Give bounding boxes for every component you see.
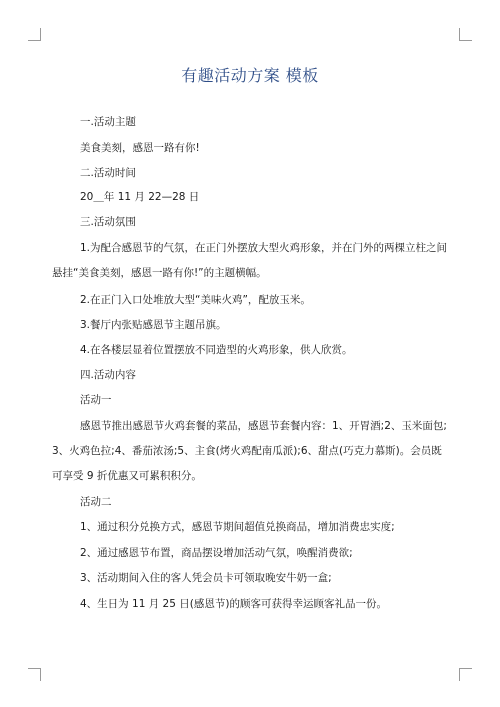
activity-one-line-1: 感恩节推出感恩节火鸡套餐的菜品，感恩节套餐内容：1、开胃酒;2、玉米面包; [80,420,447,432]
crop-mark-top-right [459,28,472,41]
atmosphere-item-1-line-1: 1.为配合感恩节的气氛，在正门外摆放大型火鸡形象，并在门外的两棵立柱之间 [80,242,448,254]
activity-one-line-3: 可享受 9 折优惠又可累积积分。 [52,470,202,482]
activity-one-line-2: 3、火鸡色拉;4、番茄浓汤;5、主食(烤火鸡配南瓜派);6、甜点(巧克力慕斯)。会员既 [52,445,442,457]
crop-mark-bottom-left [28,668,41,681]
activity-two-item-2: 2、通过感恩节布置，商品摆设增加活动气氛，唤醒消费欲; [80,547,353,559]
atmosphere-item-3: 3.餐厅内张贴感恩节主题吊旗。 [80,319,227,331]
document-title: 有趣活动方案 模板 [181,66,319,85]
atmosphere-item-4: 4.在各楼层显着位置摆放不同造型的火鸡形象，供人欣赏。 [80,344,353,356]
crop-mark-bottom-right [459,668,472,681]
atmosphere-item-1-line-2: 悬挂“美食美刻，感恩一路有你!”的主题横幅。 [52,267,267,279]
activity-two-heading: 活动二 [80,496,112,508]
time-text: 20＿年 11 月 22—28 日 [80,191,200,203]
activity-two-item-4: 4、生日为 11 月 25 日(感恩节)的顾客可获得幸运顾客礼品一份。 [80,598,387,610]
activity-two-item-3: 3、活动期间入住的客人凭会员卡可领取晚安牛奶一盒; [80,572,332,584]
section-heading-content: 四.活动内容 [80,369,136,381]
section-heading-atmosphere: 三.活动氛围 [80,216,136,228]
crop-mark-top-left [28,28,41,41]
theme-text: 美食美刻，感恩一路有你! [80,142,200,154]
activity-two-item-1: 1、通过积分兑换方式，感恩节期间超值兑换商品，增加消费忠实度; [80,521,395,533]
section-heading-theme: 一.活动主题 [80,116,136,128]
activity-one-heading: 活动一 [80,394,112,406]
atmosphere-item-2: 2.在正门入口处堆放大型“美味火鸡”，配放玉米。 [80,294,311,306]
section-heading-time: 二.活动时间 [80,167,136,179]
